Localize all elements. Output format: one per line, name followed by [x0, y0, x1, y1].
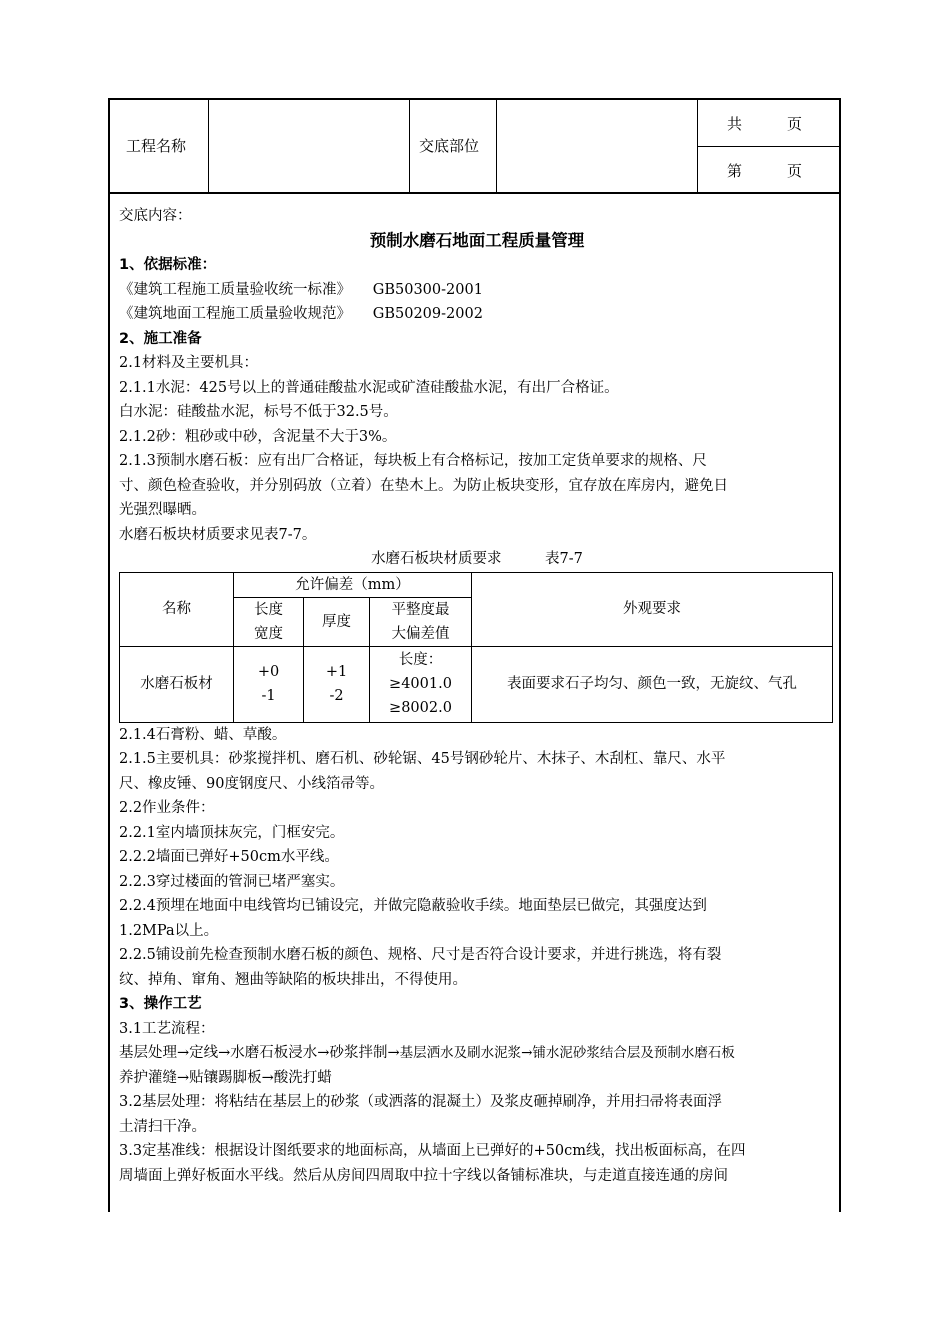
text-line: 3.3定基准线：根据设计图纸要求的地面标高，从墙面上已弹好的+50cm线，找出板面标高，在四 [119, 1143, 746, 1159]
header-row [110, 100, 839, 194]
text-line: 2.1.3预制水磨石板：应有出厂合格证，每块板上有合格标记，按加工定货单要求的规格、尺 [119, 453, 707, 469]
text-line: 白水泥：硅酸盐水泥，标号不低于32.5号。 [119, 404, 398, 420]
divider [409, 100, 410, 192]
divider [697, 146, 839, 147]
text-line: 2.1.5主要机具：砂浆搅拌机、磨石机、砂轮锯、45号钢砂轮片、木抹子、木刮杠、靠尺、水平 [119, 751, 726, 767]
text-line: 2.2.2墙面已弹好+50cm水平线。 [119, 849, 339, 865]
text-line: 2.2.1室内墙顶抹灰完，门框安完。 [119, 824, 345, 841]
text-line: 寸、颜色检查验收，并分别码放（立着）在垫木上。为防止板块变形，宜存放在库房内，避免日 [119, 477, 728, 494]
table-cell: +0 -1 [234, 646, 304, 722]
doc-title: 预制水磨石地面工程质量管理 [369, 230, 585, 250]
th-flatness: 平整度最 大偏差值 [370, 597, 472, 646]
process-flow: 基层处理→定线→水磨石板浸水→砂浆拌制→基层洒水及刷水泥浆→铺水泥砂浆结合层及预制水磨石板 [119, 1045, 735, 1061]
text-line: 《建筑地面工程施工质量验收规范》 GB50209-2002 [119, 306, 483, 322]
text-line: 3.2基层处理：将粘结在基层上的砂浆（或洒落的混凝土）及浆皮砸掉刷净，并用扫帚将表面浮 [119, 1094, 723, 1110]
text-line: 2.1.2砂：粗砂或中砂，含泥量不大于3%。 [119, 428, 397, 445]
th-length-width: 长度 宽度 [234, 597, 304, 646]
text-line: 光强烈曝晒。 [119, 502, 206, 518]
table-cell: 水磨石板材 [120, 646, 234, 722]
page-number: 第 页 [727, 162, 803, 180]
text-line: 《建筑工程施工质量验收统一标准》 GB50300-2001 [119, 281, 483, 298]
section-heading: 3、操作工艺 [119, 996, 202, 1012]
project-name-label: 工程名称 [126, 137, 187, 155]
content-body [119, 204, 835, 1188]
text-line: 2.2作业条件： [119, 800, 215, 816]
text-line: 2.2.5铺设前先检查预制水磨石板的颜色、规格、尺寸是否符合设计要求，并进行挑选，将有裂 [119, 947, 722, 963]
material-table [119, 572, 833, 723]
th-appearance: 外观要求 [472, 572, 833, 646]
process-flow: 养护灌缝→贴镶踢脚板→酸洗打蜡 [119, 1069, 332, 1086]
total-pages: 共 页 [727, 115, 803, 133]
text-line: 纹、掉角、窜角、翘曲等缺陷的板块排出，不得使用。 [119, 971, 467, 988]
text-line: 2.1.4石膏粉、蜡、草酸。 [119, 726, 287, 743]
table-cell: +1 -2 [304, 646, 370, 722]
table-cell: 表面要求石子均匀、颜色一致，无旋纹、气孔 [472, 646, 833, 722]
content-label: 交底内容： [119, 208, 192, 224]
section-heading: 1、依据标准： [119, 257, 217, 273]
section-heading: 2、施工准备 [119, 330, 202, 347]
text-line: 2.2.4预埋在地面中电线管均已铺设完，并做完隐蔽验收手续。地面垫层已做完，其强度达到 [119, 898, 707, 914]
document-frame [108, 98, 841, 1212]
text-line: 尺、橡皮锤、90度钢度尺、小线箔帚等。 [119, 775, 384, 792]
part-label: 交底部位 [419, 137, 480, 155]
th-name: 名称 [120, 572, 234, 646]
text-line: 1.2MPa以上。 [119, 922, 219, 939]
table-cell: 长度： ≥4001.0 ≥8002.0 [370, 646, 472, 722]
text-line: 2.1.1水泥：425号以上的普通硅酸盐水泥或矿渣硅酸盐水泥，有出厂合格证。 [119, 379, 619, 396]
table-caption: 水磨石板块材质要求 表7-7 [371, 551, 583, 567]
text-line: 水磨石板块材质要求见表7-7。 [119, 526, 317, 543]
text-line: 2.1材料及主要机具： [119, 355, 259, 371]
divider [208, 100, 209, 192]
text-line: 土清扫干净。 [119, 1118, 206, 1135]
divider [496, 100, 497, 192]
th-thickness: 厚度 [304, 597, 370, 646]
text-line: 2.2.3穿过楼面的管洞已堵严塞实。 [119, 873, 345, 890]
text-line: 3.1工艺流程： [119, 1020, 215, 1037]
th-deviation: 允许偏差（mm） [234, 572, 472, 597]
text-line: 周墙面上弹好板面水平线。然后从房间四周取中拉十字线以备铺标准块，与走道直接连通的房间 [119, 1167, 728, 1184]
